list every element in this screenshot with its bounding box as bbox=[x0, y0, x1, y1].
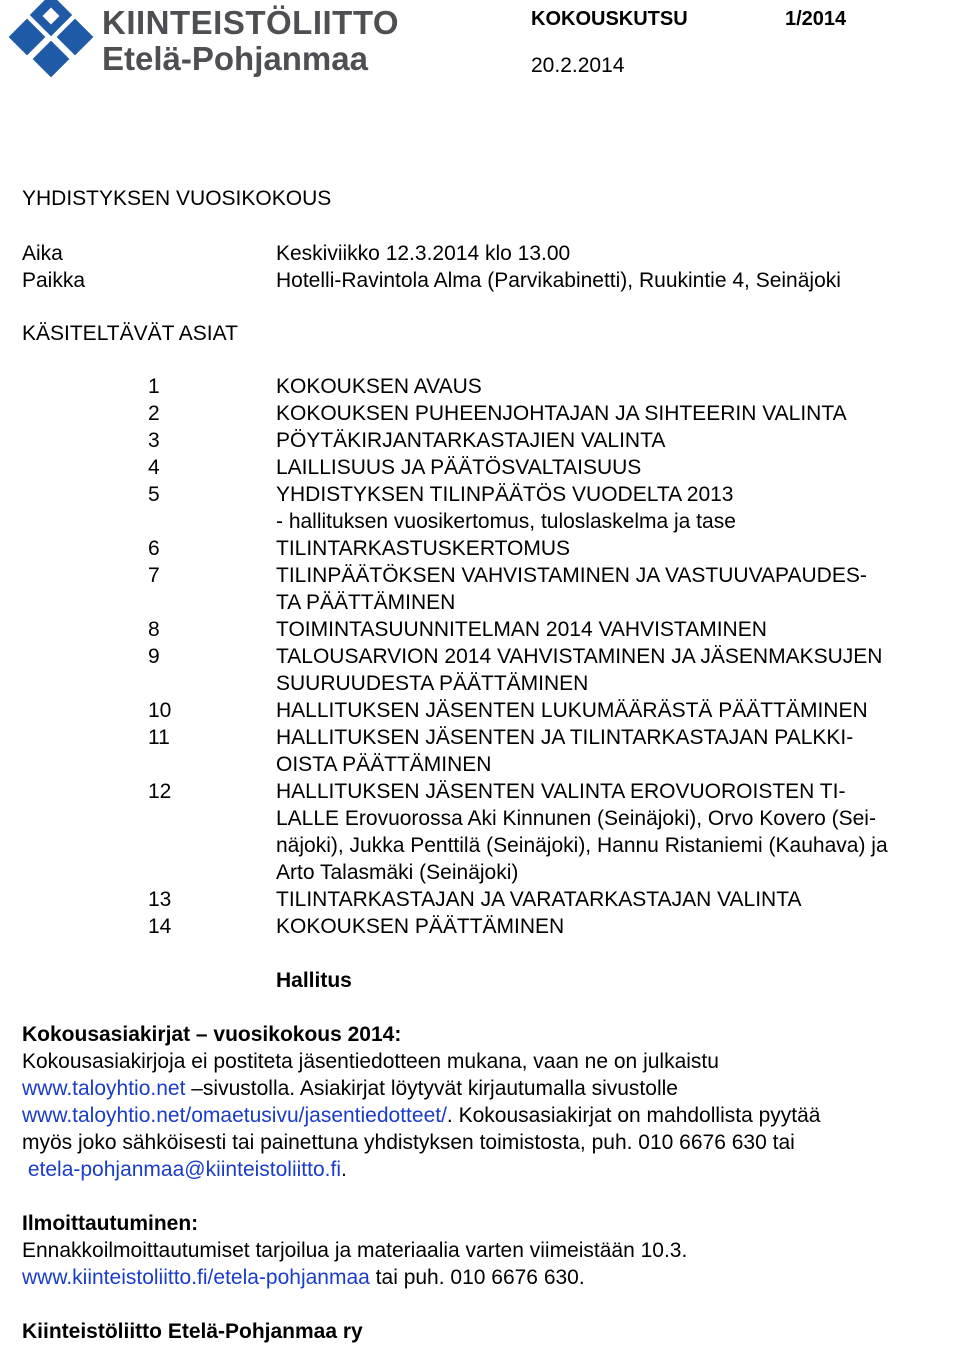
agenda-item-text: TILINTARKASTAJAN JA VARATARKASTAJAN VALINTA bbox=[276, 888, 802, 911]
organization-logo bbox=[6, 0, 426, 84]
agenda-item-number: 11 bbox=[148, 726, 170, 749]
agenda-item-number: 7 bbox=[148, 564, 160, 587]
documents-text-5: . bbox=[341, 1158, 347, 1181]
registration-text bbox=[22, 1237, 942, 1291]
documents-heading: Kokousasiakirjat – vuosikokous 2014: bbox=[22, 1023, 402, 1046]
agenda-item-text: TILINPÄÄTÖKSEN VAHVISTAMINEN JA VASTUUVAPAUDES- bbox=[276, 564, 867, 587]
agenda-item-number: 5 bbox=[148, 483, 160, 506]
agenda-item-text: näjoki), Jukka Penttilä (Seinäjoki), Hannu Ristaniemi (Kauhava) ja bbox=[276, 834, 888, 857]
agenda-item-text: LALLE Erovuorossa Aki Kinnunen (Seinäjoki), Orvo Kovero (Sei- bbox=[276, 807, 876, 830]
agenda-item-number: 2 bbox=[148, 402, 160, 425]
time-label: Aika bbox=[22, 242, 63, 265]
agenda-item-text: HALLITUKSEN JÄSENTEN JA TILINTARKASTAJAN PALKKI- bbox=[276, 726, 854, 749]
agenda-item-number: 12 bbox=[148, 780, 172, 803]
agenda-item-number: 9 bbox=[148, 645, 160, 668]
documents-text-2: –sivustolla. Asiakirjat löytyvät kirjautumalla sivustolle bbox=[185, 1077, 678, 1100]
email-link[interactable]: etela-pohjanmaa@kiinteistoliitto.fi bbox=[27, 1158, 341, 1181]
agenda-item-text: - hallituksen vuosikertomus, tuloslaskelma ja tase bbox=[276, 510, 736, 533]
logo-diamond-icon bbox=[6, 0, 98, 84]
logo-text-line2: Etelä-Pohjanmaa bbox=[102, 40, 368, 77]
agenda-item-number: 14 bbox=[148, 915, 172, 938]
registration-heading: Ilmoittautuminen: bbox=[22, 1212, 199, 1235]
time-value: Keskiviikko 12.3.2014 klo 13.00 bbox=[276, 242, 571, 265]
agenda-item-text: KOKOUKSEN AVAUS bbox=[276, 375, 482, 398]
agenda-item-number: 4 bbox=[148, 456, 160, 479]
agenda-item-text: PÖYTÄKIRJANTARKASTAJIEN VALINTA bbox=[276, 429, 666, 452]
notice-section bbox=[22, 1021, 942, 1345]
jasentiedotteet-link[interactable]: www.taloyhtio.net/omaetusivu/jasentiedotteet/ bbox=[22, 1104, 447, 1127]
agenda-item-number: 8 bbox=[148, 618, 160, 641]
meeting-title: YHDISTYKSEN VUOSIKOKOUS bbox=[22, 187, 332, 210]
agenda-item-text: TALOUSARVION 2014 VAHVISTAMINEN JA JÄSENMAKSUJEN bbox=[276, 645, 883, 668]
organization-name: Kiinteistöliitto Etelä-Pohjanmaa ry bbox=[22, 1320, 363, 1343]
logo-text-line1: KIINTEISTÖLIITTO bbox=[102, 4, 400, 41]
agenda-item-text: TILINTARKASTUSKERTOMUS bbox=[276, 537, 571, 560]
agenda-item-text: YHDISTYKSEN TILINPÄÄTÖS VUODELTA 2013 bbox=[276, 483, 734, 506]
agenda-item-text: TOIMINTASUUNNITELMAN 2014 VAHVISTAMINEN bbox=[276, 618, 767, 641]
agenda-item-text: KOKOUKSEN PUHEENJOHTAJAN JA SIHTEERIN VALINTA bbox=[276, 402, 847, 425]
registration-text-2: tai puh. 010 6676 630. bbox=[369, 1266, 585, 1289]
agenda-item-number: 10 bbox=[148, 699, 172, 722]
agenda-item-number: 13 bbox=[148, 888, 172, 911]
kiinteistoliitto-link[interactable]: www.kiinteistoliitto.fi/etela-pohjanmaa bbox=[22, 1266, 370, 1289]
document-date: 20.2.2014 bbox=[531, 54, 625, 77]
place-label: Paikka bbox=[22, 269, 86, 292]
agenda-item-text: TA PÄÄTTÄMINEN bbox=[276, 591, 456, 614]
documents-text-4: myös joko sähköisesti tai painettuna yhdistyksen toimistosta, puh. 010 6676 630 tai bbox=[22, 1131, 795, 1154]
taloyhtio-link[interactable]: www.taloyhtio.net bbox=[22, 1077, 186, 1100]
agenda-item-text: LAILLISUUS JA PÄÄTÖSVALTAISUUS bbox=[276, 456, 642, 479]
agenda-item-text: KOKOUKSEN PÄÄTTÄMINEN bbox=[276, 915, 565, 938]
agenda-item-text: OISTA PÄÄTTÄMINEN bbox=[276, 753, 492, 776]
agenda-heading: KÄSITELTÄVÄT ASIAT bbox=[22, 322, 238, 345]
agenda-item-text: HALLITUKSEN JÄSENTEN LUKUMÄÄRÄSTÄ PÄÄTTÄMINEN bbox=[276, 699, 868, 722]
signature: Hallitus bbox=[276, 969, 352, 992]
place-value: Hotelli-Ravintola Alma (Parvikabinetti), Ruukintie 4, Seinäjoki bbox=[276, 269, 841, 292]
document-type: KOKOUSKUTSU bbox=[531, 8, 688, 30]
document-number: 1/2014 bbox=[785, 8, 847, 30]
agenda-item-text: SUURUUDESTA PÄÄTTÄMINEN bbox=[276, 672, 589, 695]
agenda-item-number: 3 bbox=[148, 429, 160, 452]
agenda-item-number: 6 bbox=[148, 537, 160, 560]
agenda-item-text: Arto Talasmäki (Seinäjoki) bbox=[276, 861, 519, 884]
agenda-item-number: 1 bbox=[148, 375, 160, 398]
documents-text-3: . Kokousasiakirjat on mahdollista pyytää bbox=[446, 1104, 821, 1127]
documents-text-1: Kokousasiakirjoja ei postiteta jäsentiedotteen mukana, vaan ne on julkaistu bbox=[22, 1050, 719, 1073]
agenda-item-text: HALLITUKSEN JÄSENTEN VALINTA EROVUOROISTEN TI- bbox=[276, 780, 846, 803]
registration-text-1: Ennakkoilmoittautumiset tarjoilua ja materiaalia varten viimeistään 10.3. bbox=[22, 1239, 688, 1262]
documents-text bbox=[22, 1048, 942, 1183]
